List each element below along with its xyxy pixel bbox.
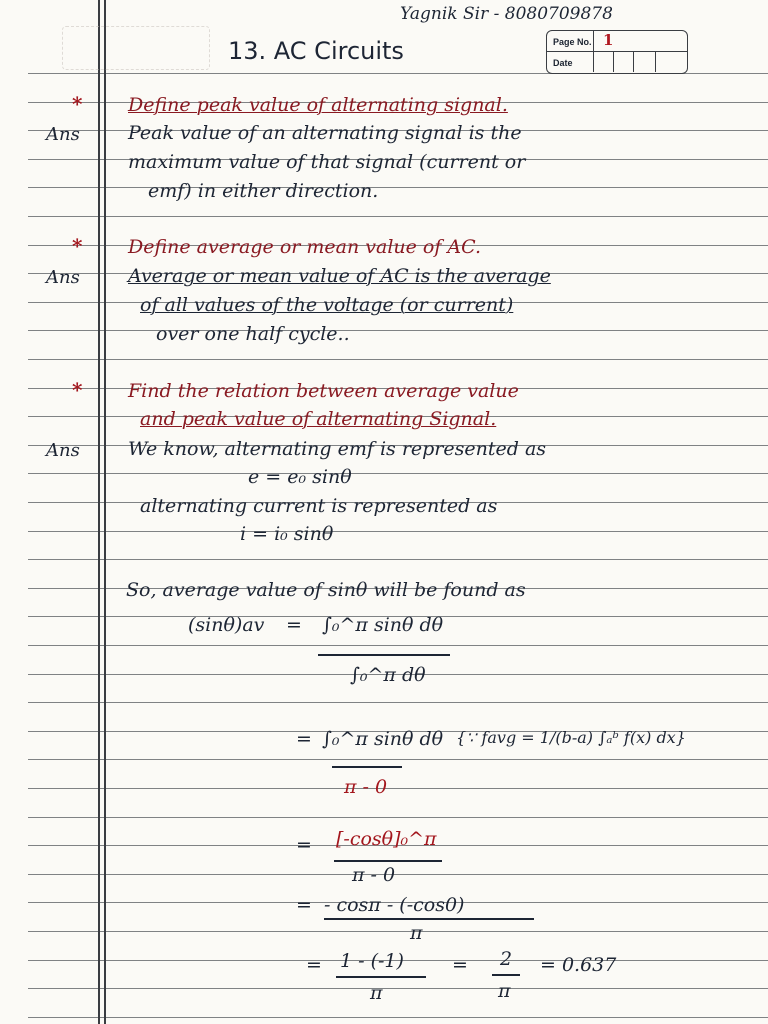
ruled-line <box>28 559 768 560</box>
eq4-denominator: π <box>410 922 423 944</box>
eq5-denominator: π <box>370 982 383 1004</box>
ruled-line <box>28 988 768 989</box>
final-result: = 0.637 <box>540 954 617 976</box>
ruled-line <box>28 788 768 789</box>
derivation-lhs: (sinθ)av <box>188 614 265 636</box>
eq3-numerator: [-cosθ]₀^π <box>336 828 437 850</box>
eq4-numerator: - cosπ - (-cos0) <box>324 894 465 916</box>
eq5-numerator: 1 - (-1) <box>340 950 404 972</box>
question-3-line-2: and peak value of alternating Signal. <box>140 408 497 430</box>
avg-formula-note: {∵ favg = 1/(b-a) ∫ₐᵇ f(x) dx} <box>456 728 686 747</box>
answer-1-line-3: emf) in either direction. <box>148 180 379 202</box>
emf-equation: e = e₀ sinθ <box>248 466 352 488</box>
fraction-bar <box>334 860 442 862</box>
answer-3-line-3: alternating current is represented as <box>140 495 498 517</box>
ruled-line <box>28 531 768 532</box>
fraction-bar <box>318 654 450 656</box>
ruled-line <box>28 187 768 188</box>
margin-line-left <box>98 0 100 1024</box>
faded-stamp <box>62 26 210 70</box>
fraction-bar <box>324 918 534 920</box>
equals-sign: = <box>296 834 312 856</box>
date-cell-divider <box>613 52 614 72</box>
fraction-bar <box>332 766 402 768</box>
derivation-intro: So, average value of sinθ will be found as <box>126 579 526 601</box>
ruled-line <box>28 359 768 360</box>
question-marker: * <box>72 234 83 258</box>
ruled-line <box>28 931 768 932</box>
eq3-denominator: π - 0 <box>352 864 396 886</box>
ruled-line <box>28 645 768 646</box>
ruled-line <box>28 216 768 217</box>
eq1-denominator: ∫₀^π dθ <box>350 664 426 686</box>
equals-sign: = <box>296 728 312 750</box>
answer-2-line-1: Average or mean value of AC is the average <box>128 265 551 287</box>
ruled-line <box>28 759 768 760</box>
ruled-line <box>28 1017 768 1018</box>
fraction-bar <box>492 974 520 976</box>
ruled-line <box>28 330 768 331</box>
page-info-box <box>546 30 688 74</box>
answer-label: Ans <box>46 124 80 145</box>
eq2-denominator: π - 0 <box>344 776 388 798</box>
page-no-value: 1 <box>603 31 614 49</box>
eq5-mid-numerator: 2 <box>500 948 513 970</box>
question-2: Define average or mean value of AC. <box>128 236 482 258</box>
eq2-numerator: ∫₀^π sinθ dθ <box>322 728 444 750</box>
eq5-mid-denominator: π <box>498 980 511 1002</box>
ruled-line <box>28 473 768 474</box>
answer-2-line-3: over one half cycle.. <box>156 323 350 345</box>
equals-sign: = <box>286 614 302 636</box>
date-cell-divider <box>633 52 634 72</box>
equals-sign: = <box>306 954 322 976</box>
date-label: Date <box>553 58 573 68</box>
chapter-title: 13. AC Circuits <box>228 37 404 65</box>
page-no-label: Page No. <box>553 37 592 47</box>
equals-sign: = <box>452 954 468 976</box>
equals-sign: = <box>296 894 312 916</box>
page-no-row <box>547 31 687 52</box>
ruled-line <box>28 702 768 703</box>
answer-label: Ans <box>46 440 80 461</box>
question-marker: * <box>72 378 83 402</box>
answer-1-line-1: Peak value of an alternating signal is the <box>128 122 522 144</box>
current-equation: i = i₀ sinθ <box>240 523 334 545</box>
date-cell-divider <box>655 52 656 72</box>
margin-line-right <box>104 0 106 1024</box>
question-1: Define peak value of alternating signal. <box>128 94 508 116</box>
answer-label: Ans <box>46 267 80 288</box>
answer-1-line-2: maximum value of that signal (current or <box>128 151 526 173</box>
author-note: Yagnik Sir - 8080709878 <box>400 4 613 24</box>
answer-2-line-2: of all values of the voltage (or current) <box>140 294 514 316</box>
ruled-line <box>28 817 768 818</box>
question-marker: * <box>72 92 83 116</box>
question-3-line-1: Find the relation between average value <box>128 380 519 402</box>
eq1-numerator: ∫₀^π sinθ dθ <box>322 614 444 636</box>
answer-3-line-1: We know, alternating emf is represented as <box>128 438 547 460</box>
ruled-line <box>28 874 768 875</box>
fraction-bar <box>336 976 426 978</box>
date-row <box>547 52 687 72</box>
